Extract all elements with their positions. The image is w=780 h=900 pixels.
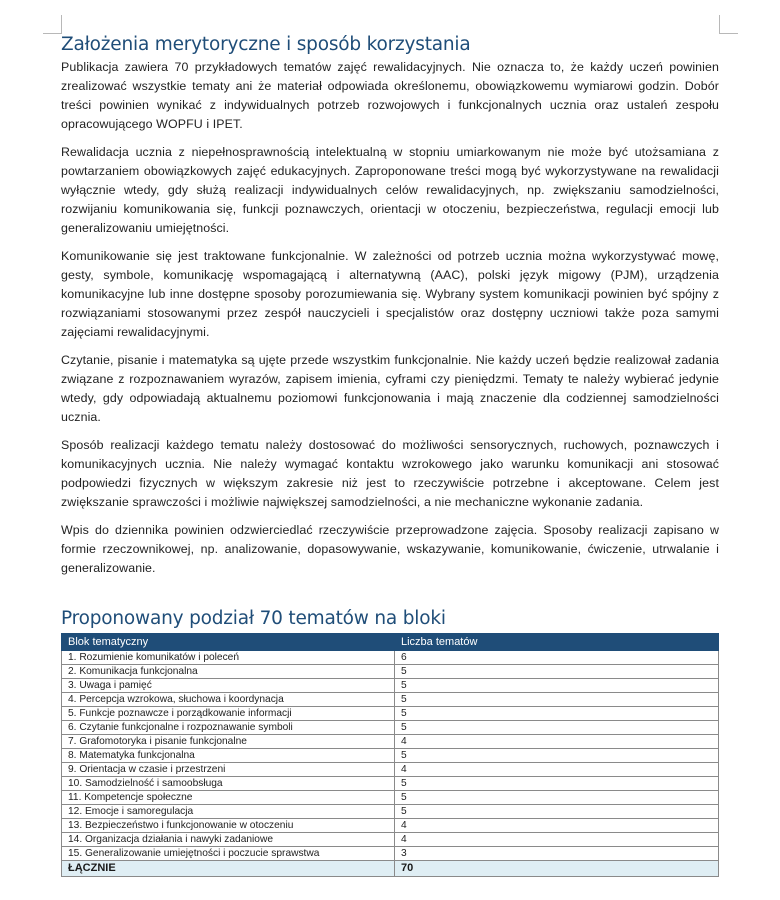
- total-label: ŁĄCZNIE: [62, 861, 395, 877]
- block-count: 5: [395, 693, 719, 707]
- paragraph-3: Komunikowanie się jest traktowane funkcjonalnie. W zależności od potrzeb ucznia można wykorzystywać mowę, gesty, symbole, komunikację wspomagającą i alternatywną (AAC), polski język migowy (PJM), urządzenia komunikacyjne lub inne dostępne sposoby porozumiewania się. Wybrany system komunikacji powinien być spójny z rozwiązaniami stosowanymi przez zespół nauczycieli i specjalistów oraz dostępny uczniowi także poza samymi zajęciami rewalidacyjnymi.: [61, 249, 719, 339]
- block-count: 5: [395, 749, 719, 763]
- block-name: 2. Komunikacja funkcjonalna: [62, 665, 395, 679]
- table-row: [62, 651, 719, 665]
- page-corner-mark-right: [719, 15, 738, 34]
- total-count: 70: [395, 861, 719, 877]
- block-name: 7. Grafomotoryka i pisanie funkcjonalne: [62, 735, 395, 749]
- block-name: 1. Rozumienie komunikatów i poleceń: [62, 651, 395, 665]
- block-name: 11. Kompetencje społeczne: [62, 791, 395, 805]
- block-name: 3. Uwaga i pamięć: [62, 679, 395, 693]
- block-count: 5: [395, 707, 719, 721]
- table-row: [62, 763, 719, 777]
- header-count: Liczba tematów: [395, 634, 719, 651]
- block-name: 15. Generalizowanie umiejętności i poczucie sprawstwa: [62, 847, 395, 861]
- block-count: 3: [395, 847, 719, 861]
- page-corner-mark-left: [43, 15, 62, 34]
- block-count: 5: [395, 721, 719, 735]
- table-row: [62, 777, 719, 791]
- block-name: 13. Bezpieczeństwo i funkcjonowanie w otoczeniu: [62, 819, 395, 833]
- block-count: 5: [395, 679, 719, 693]
- block-count: 5: [395, 791, 719, 805]
- table-row: [62, 791, 719, 805]
- header-block: Blok tematyczny: [62, 634, 395, 651]
- table-row: [62, 679, 719, 693]
- block-name: 9. Orientacja w czasie i przestrzeni: [62, 763, 395, 777]
- table-row: [62, 693, 719, 707]
- document-page: [61, 33, 719, 877]
- section-title-blocks: Proponowany podział 70 tematów na bloki: [61, 608, 446, 629]
- table-row: [62, 819, 719, 833]
- table-row: [62, 735, 719, 749]
- block-name: 4. Percepcja wzrokowa, słuchowa i koordynacja: [62, 693, 395, 707]
- block-name: 6. Czytanie funkcjonalne i rozpoznawanie symboli: [62, 721, 395, 735]
- block-count: 4: [395, 833, 719, 847]
- block-count: 4: [395, 735, 719, 749]
- table-row: [62, 847, 719, 861]
- paragraph-4: Czytanie, pisanie i matematyka są ujęte przede wszystkim funkcjonalnie. Nie każdy uczeń będzie realizował zadania związane z rozpoznawaniem wyrazów, zapisem imienia, cyframi czy pieniędzmi. Tematy te należy wybierać jedynie wtedy, gdy odpowiadają aktualnemu poziomowi funkcjonowania i mają znaczenie dla codziennej samodzielności ucznia.: [61, 353, 719, 424]
- section-title-assumptions: Założenia merytoryczne i sposób korzystania: [61, 34, 471, 55]
- paragraph-1: Publikacja zawiera 70 przykładowych tematów zajęć rewalidacyjnych. Nie oznacza to, że każdy uczeń powinien zrealizować wszystkie tematy ani że materiał odpowiada określonemu, obowiązkowemu wymiarowi godzin. Dobór treści powinien wynikać z indywidualnych potrzeb rozwojowych i funkcjonalnych ucznia oraz ustaleń zespołu opracowującego WOPFU i IPET.: [61, 60, 719, 131]
- table-row: [62, 833, 719, 847]
- table-total-row: [62, 861, 719, 877]
- blocks-table: [61, 633, 719, 877]
- table-header-row: [62, 634, 719, 651]
- paragraph-6: Wpis do dziennika powinien odzwierciedlać rzeczywiście przeprowadzone zajęcia. Sposoby realizacji zapisano w formie rzeczownikowej, np. analizowanie, dopasowywanie, wskazywanie, komunikowanie, ćwiczenie, utrwalanie i generalizowanie.: [61, 523, 719, 575]
- block-count: 4: [395, 763, 719, 777]
- table-row: [62, 665, 719, 679]
- block-count: 5: [395, 665, 719, 679]
- table-row: [62, 721, 719, 735]
- table-row: [62, 749, 719, 763]
- block-count: 6: [395, 651, 719, 665]
- block-name: 10. Samodzielność i samoobsługa: [62, 777, 395, 791]
- block-name: 14. Organizacja działania i nawyki zadaniowe: [62, 833, 395, 847]
- paragraph-5: Sposób realizacji każdego tematu należy dostosować do możliwości sensorycznych, ruchowych, poznawczych i komunikacyjnych ucznia. Nie należy wymagać kontaktu wzrokowego jako warunku komunikacji ani stosować podpowiedzi fizycznych w większym zakresie niż jest to rzeczywiście potrzebne i akceptowane. Celem jest zwiększanie sprawczości i możliwie największej samodzielności, a nie mechaniczne wykonanie zadania.: [61, 438, 719, 509]
- block-count: 5: [395, 777, 719, 791]
- block-name: 12. Emocje i samoregulacja: [62, 805, 395, 819]
- block-count: 5: [395, 805, 719, 819]
- paragraph-2: Rewalidacja ucznia z niepełnosprawnością intelektualną w stopniu umiarkowanym nie może być utożsamiana z powtarzaniem obowiązkowych zajęć edukacyjnych. Zaproponowane treści mogą być wykorzystywane na rewalidacji wyłącznie wtedy, gdy służą realizacji indywidualnych celów rewalidacyjnych, np. zwiększaniu samodzielności, rozwijaniu komunikowania się, funkcji poznawczych, orientacji w otoczeniu, bezpieczeństwa, regulacji emocji lub generalizowaniu umiejętności.: [61, 145, 719, 235]
- block-count: 4: [395, 819, 719, 833]
- block-name: 5. Funkcje poznawcze i porządkowanie informacji: [62, 707, 395, 721]
- block-name: 8. Matematyka funkcjonalna: [62, 749, 395, 763]
- table-row: [62, 805, 719, 819]
- table-row: [62, 707, 719, 721]
